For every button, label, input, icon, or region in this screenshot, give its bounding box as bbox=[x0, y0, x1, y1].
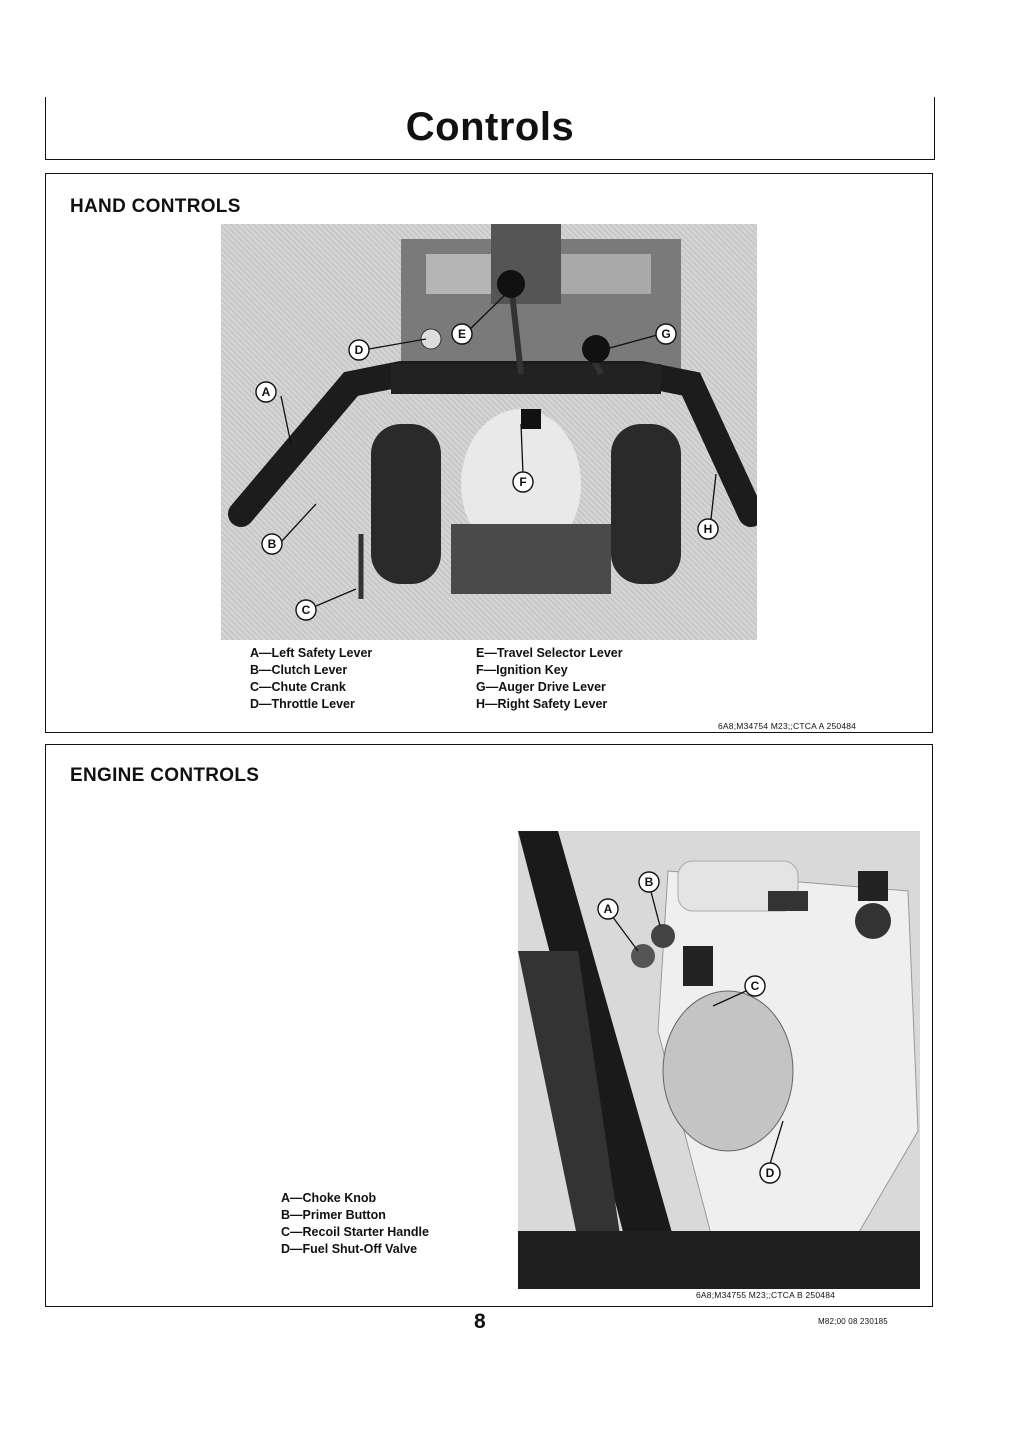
page-number: 8 bbox=[474, 1310, 486, 1333]
hand-callouts-overlay bbox=[221, 224, 757, 640]
legend-item: A—Left Safety Lever bbox=[250, 646, 373, 660]
svg-text:C: C bbox=[301, 603, 311, 617]
legend-item: D—Fuel Shut-Off Valve bbox=[281, 1242, 418, 1256]
legend-item: H—Right Safety Lever bbox=[476, 697, 608, 711]
svg-text:D: D bbox=[354, 343, 364, 357]
engine-callouts-overlay bbox=[518, 831, 920, 1289]
legend-item: D—Throttle Lever bbox=[250, 697, 355, 711]
hand-legend-left bbox=[250, 645, 372, 713]
engine-controls-heading: ENGINE CONTROLS bbox=[70, 765, 260, 786]
callout-b bbox=[262, 534, 282, 554]
svg-text:B: B bbox=[644, 875, 654, 889]
callout-e bbox=[452, 324, 472, 344]
callout-g bbox=[656, 324, 676, 344]
svg-text:H: H bbox=[703, 522, 713, 536]
engine-callout-c bbox=[745, 976, 765, 996]
svg-text:F: F bbox=[519, 475, 527, 489]
legend-item: B—Primer Button bbox=[281, 1208, 386, 1222]
legend-item: C—Recoil Starter Handle bbox=[281, 1225, 429, 1239]
legend-item: B—Clutch Lever bbox=[250, 663, 348, 677]
svg-text:A: A bbox=[603, 902, 613, 916]
callout-h bbox=[698, 519, 718, 539]
callout-f bbox=[513, 472, 533, 492]
callout-a bbox=[256, 382, 276, 402]
engine-legend bbox=[281, 1190, 429, 1258]
hand-controls-heading: HAND CONTROLS bbox=[70, 196, 241, 217]
hand-controls-photo bbox=[221, 224, 757, 640]
callout-d bbox=[349, 340, 369, 360]
svg-text:E: E bbox=[457, 327, 467, 341]
legend-item: G—Auger Drive Lever bbox=[476, 680, 606, 694]
svg-text:G: G bbox=[661, 327, 671, 341]
engine-callout-d bbox=[760, 1163, 780, 1183]
page-title-box bbox=[45, 97, 935, 160]
legend-item: C—Chute Crank bbox=[250, 680, 346, 694]
svg-text:A: A bbox=[261, 385, 271, 399]
legend-item: F—Ignition Key bbox=[476, 663, 568, 677]
engine-figure-code: 6A8;M34755 M23;;CTCA B 250484 bbox=[696, 1290, 836, 1300]
page-title: Controls bbox=[405, 105, 575, 149]
hand-figure-code: 6A8;M34754 M23;;CTCA A 250484 bbox=[718, 721, 857, 731]
engine-controls-photo bbox=[518, 831, 920, 1289]
document-code: M82;00 08 230185 bbox=[818, 1317, 888, 1326]
svg-text:C: C bbox=[750, 979, 760, 993]
engine-callout-a bbox=[598, 899, 618, 919]
engine-callout-b bbox=[639, 872, 659, 892]
legend-item: A—Choke Knob bbox=[281, 1191, 377, 1205]
legend-item: E—Travel Selector Lever bbox=[476, 646, 623, 660]
hand-legend-right bbox=[476, 645, 623, 713]
hand-controls-panel bbox=[45, 173, 933, 733]
callout-c bbox=[296, 600, 316, 620]
svg-text:D: D bbox=[765, 1166, 775, 1180]
svg-text:B: B bbox=[267, 537, 277, 551]
engine-controls-panel bbox=[45, 744, 933, 1307]
